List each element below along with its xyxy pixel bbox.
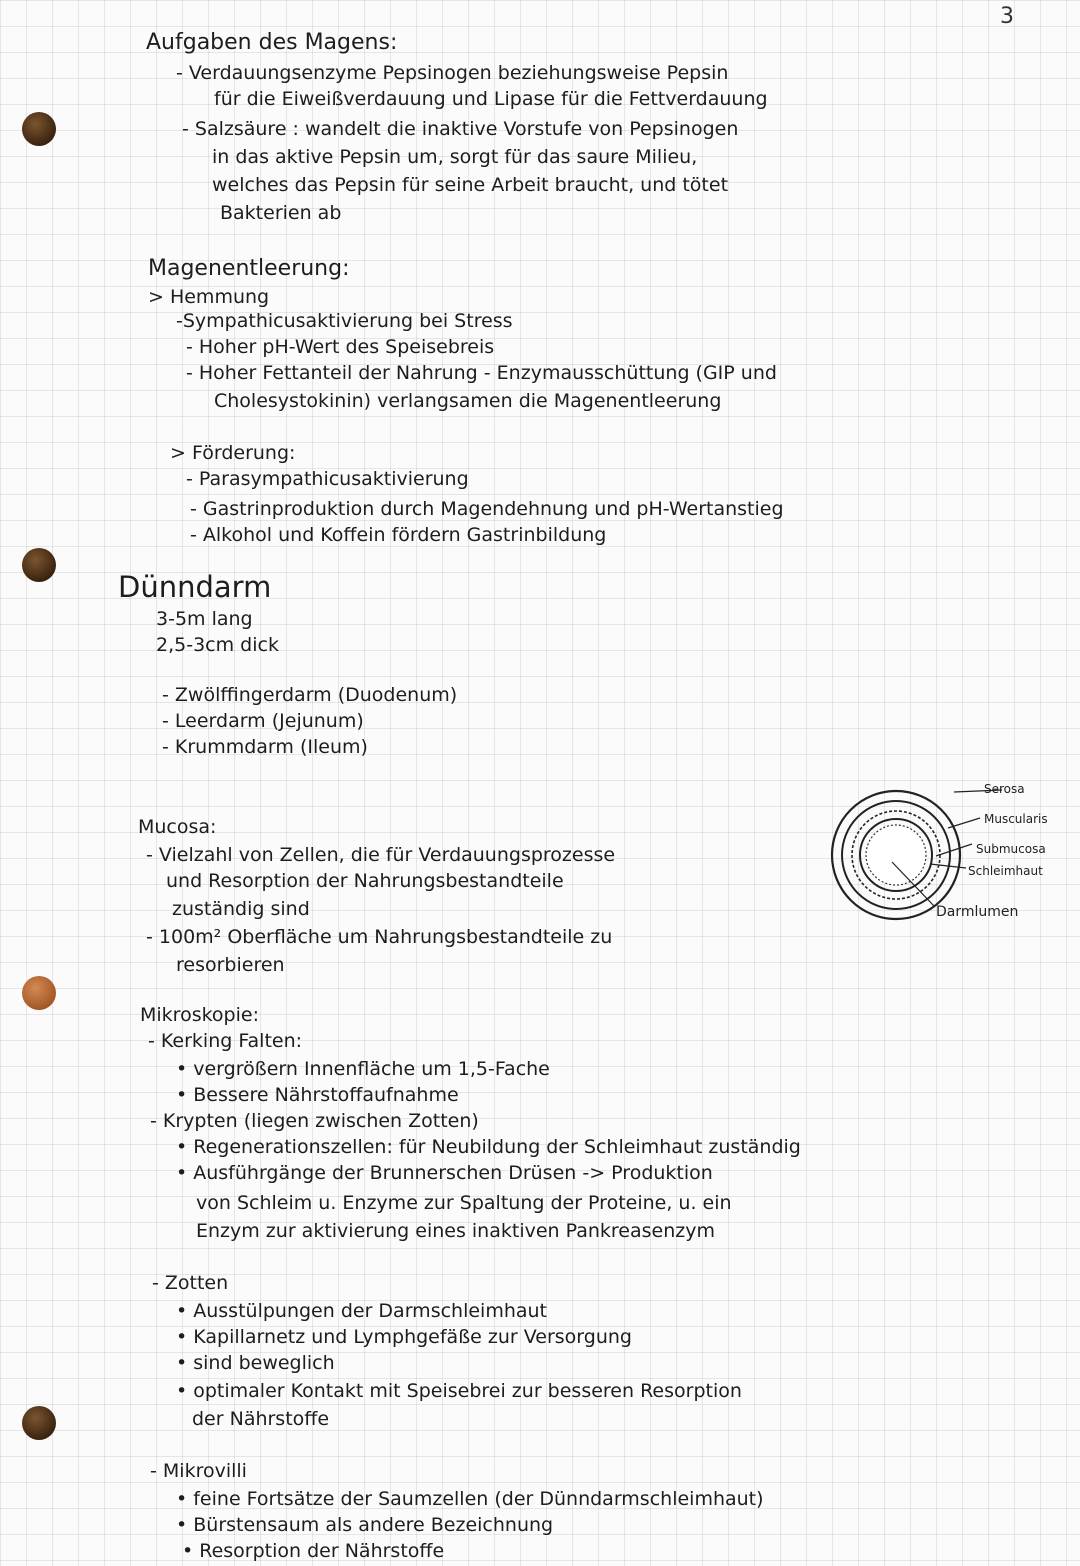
duenndarm-size: 3-5m lang bbox=[156, 608, 253, 630]
diagram-label-darmlumen: Darmlumen bbox=[936, 904, 1019, 920]
zotten-item: • sind beweglich bbox=[176, 1352, 335, 1374]
zotten-item: • optimaler Kontakt mit Speisebrei zur besseren Resorption bbox=[176, 1380, 742, 1402]
zotten-item: • Ausstülpungen der Darmschleimhaut bbox=[176, 1300, 548, 1322]
mikrovilli-item: • Bürstensaum als andere Bezeichnung bbox=[176, 1514, 554, 1536]
kerking-item: • Bessere Nährstoffaufnahme bbox=[176, 1084, 459, 1106]
diagram-label-muscularis: Muscularis bbox=[984, 812, 1048, 826]
diagram-label-schleimhaut: Schleimhaut bbox=[968, 864, 1043, 878]
krypten-item: Enzym zur aktivierung eines inaktiven Pankreasenzym bbox=[196, 1220, 715, 1242]
mucosa-line: zuständig sind bbox=[172, 898, 310, 920]
mucosa-title: Mucosa: bbox=[138, 816, 217, 838]
hemmung-item: Cholesystokinin) verlangsamen die Magenentleerung bbox=[214, 390, 722, 412]
hemmung-item: -Sympathicusaktivierung bei Stress bbox=[176, 310, 513, 332]
magen-line: - Verdauungsenzyme Pepsinogen beziehungsweise Pepsin bbox=[176, 62, 729, 84]
kerking-title: - Kerking Falten: bbox=[148, 1030, 303, 1052]
mucosa-line: und Resorption der Nahrungsbestandteile bbox=[166, 870, 564, 892]
duenndarm-part: - Leerdarm (Jejunum) bbox=[162, 710, 364, 732]
foerderung-item: - Gastrinproduktion durch Magendehnung und pH-Wertanstieg bbox=[190, 498, 784, 520]
magen-line: - Salzsäure : wandelt die inaktive Vorstufe von Pepsinogen bbox=[182, 118, 739, 140]
mucosa-line: - 100m² Oberfläche um Nahrungsbestandteile zu bbox=[146, 926, 613, 948]
hemmung-item: - Hoher Fettanteil der Nahrung - Enzymausschüttung (GIP und bbox=[186, 362, 777, 384]
pointer-line bbox=[948, 818, 980, 828]
krypten-item: von Schleim u. Enzyme zur Spaltung der Proteine, u. ein bbox=[196, 1192, 732, 1214]
page-number: 3 bbox=[1000, 4, 1014, 29]
foerderung-item: - Alkohol und Koffein fördern Gastrinbildung bbox=[190, 524, 607, 546]
zotten-item: der Nährstoffe bbox=[192, 1408, 330, 1430]
magen-line: welches das Pepsin für seine Arbeit braucht, und tötet bbox=[212, 174, 729, 196]
diagram-label-submucosa: Submucosa bbox=[976, 842, 1046, 856]
mikroskopie-title: Mikroskopie: bbox=[140, 1004, 259, 1026]
binder-hole bbox=[22, 548, 56, 582]
duenndarm-part: - Zwölffingerdarm (Duodenum) bbox=[162, 684, 458, 706]
krypten-item: • Regenerationszellen: für Neubildung der Schleimhaut zuständig bbox=[176, 1136, 801, 1158]
zotten-item: • Kapillarnetz und Lymphgefäße zur Versorgung bbox=[176, 1326, 632, 1348]
mikrovilli-item: • feine Fortsätze der Saumzellen (der Dünndarmschleimhaut) bbox=[176, 1488, 764, 1510]
foerderung-item: - Parasympathicusaktivierung bbox=[186, 468, 469, 490]
pointer-line bbox=[936, 844, 972, 856]
duenndarm-part: - Krummdarm (Ileum) bbox=[162, 736, 368, 758]
mikrovilli-item: • Resorption der Nährstoffe bbox=[182, 1540, 445, 1562]
zotten-title: - Zotten bbox=[152, 1272, 229, 1294]
intestine-cross-section-diagram bbox=[826, 780, 1080, 930]
entleerung-title: Magenentleerung: bbox=[148, 256, 350, 281]
krypten-item: • Ausführgänge der Brunnerschen Drüsen -> Produktion bbox=[176, 1162, 713, 1184]
mikrovilli-title: - Mikrovilli bbox=[150, 1460, 247, 1482]
magen-line: in das aktive Pepsin um, sorgt für das saure Milieu, bbox=[212, 146, 698, 168]
foerderung-title: > Förderung: bbox=[170, 442, 296, 464]
magen-title: Aufgaben des Magens: bbox=[146, 30, 398, 55]
magen-line: Bakterien ab bbox=[220, 202, 342, 224]
magen-line: für die Eiweißverdauung und Lipase für die Fettverdauung bbox=[214, 88, 768, 110]
mucosa-line: - Vielzahl von Zellen, die für Verdauungsprozesse bbox=[146, 844, 616, 866]
hemmung-item: - Hoher pH-Wert des Speisebreis bbox=[186, 336, 495, 358]
duenndarm-size: 2,5-3cm dick bbox=[156, 634, 279, 656]
binder-hole bbox=[22, 976, 56, 1010]
krypten-title: - Krypten (liegen zwischen Zotten) bbox=[150, 1110, 479, 1132]
diagram-label-serosa: Serosa bbox=[984, 782, 1025, 796]
mucosa-line: resorbieren bbox=[176, 954, 285, 976]
binder-hole bbox=[22, 1406, 56, 1440]
kerking-item: • vergrößern Innenfläche um 1,5-Fache bbox=[176, 1058, 550, 1080]
binder-hole bbox=[22, 112, 56, 146]
hemmung-title: > Hemmung bbox=[148, 286, 270, 308]
duenndarm-title: Dünndarm bbox=[118, 570, 272, 604]
lumen bbox=[866, 825, 926, 885]
